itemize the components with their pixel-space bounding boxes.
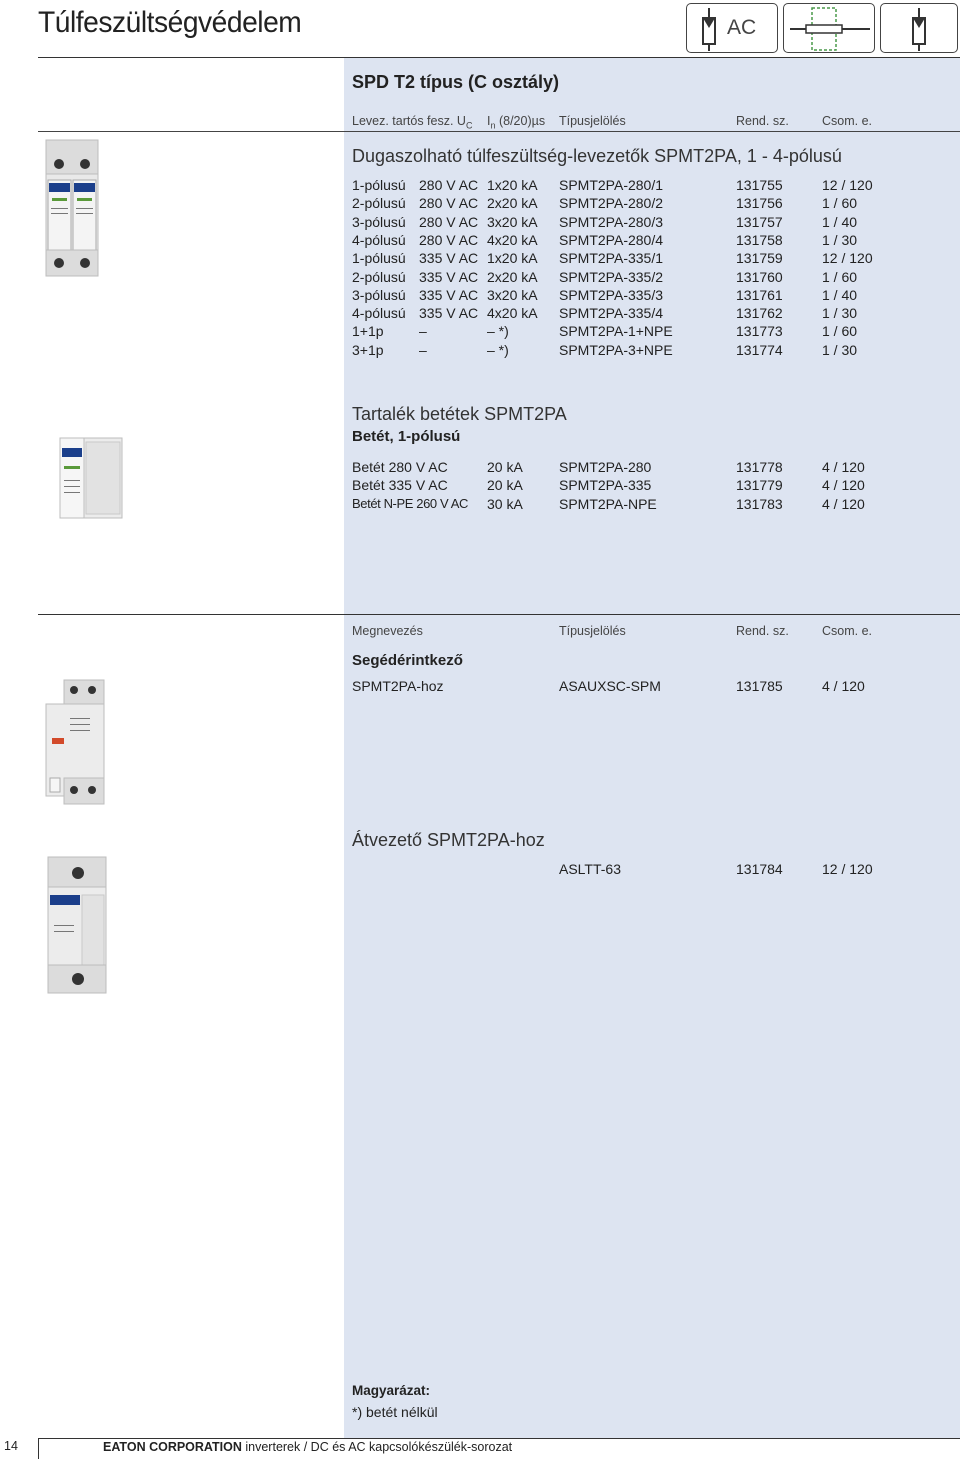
cartridge-product-image [56, 436, 126, 521]
voltage-cell: 280 V AC [419, 231, 479, 248]
type-cell: SPMT2PA-280 [559, 459, 652, 475]
pack-cell: 1 / 40 [822, 213, 858, 230]
type-cell: SPMT2PA-280/4 [559, 231, 664, 248]
type-cell: SPMT2PA-335/2 [559, 268, 664, 285]
page-number: 14 [4, 1439, 18, 1453]
current-cell: 30 kA [487, 495, 523, 512]
footer-description: inverterek / DC és AC kapcsolókészülék-sorozat [241, 1440, 513, 1454]
poles-cell: 3-pólusú [352, 213, 406, 230]
column-header-voltage: Levez. tartós fesz. $U_C$ [352, 114, 473, 131]
poles-cell: 1-pólusú [352, 250, 406, 267]
poles-cell: 2-pólusú [352, 195, 406, 212]
poles-cell: 3-pólusú [352, 286, 406, 303]
pack-cell: 1 / 60 [822, 195, 858, 212]
order-cell: 131773 [736, 323, 783, 340]
pack-cell: 12 / 120 [822, 177, 873, 193]
voltage-cell: 335 V AC [419, 305, 479, 322]
page-title: Túlfeszültségvédelem [38, 6, 302, 39]
current-cell: 4x20 kA [487, 305, 538, 322]
section-subtitle: Átvezető SPMT2PA-hoz [352, 830, 545, 850]
feedthrough-type: ASLTT-63 [559, 861, 621, 877]
column-header-current: $I_n$ (8/20)µs [487, 114, 546, 131]
order-cell: 131783 [736, 495, 783, 512]
voltage-cell: – [419, 323, 427, 340]
current-cell: – *) [487, 341, 509, 358]
type-cell: SPMT2PA-1+NPE [559, 323, 673, 340]
type-cell: SPMT2PA-335/1 [559, 250, 664, 267]
arrester-symbol-ac-box [686, 3, 778, 53]
column-header-type: Típusjelölés [559, 624, 626, 638]
poles-cell: 2-pólusú [352, 268, 406, 285]
column-header-name: Megnevezés [352, 624, 423, 638]
current-cell: – *) [487, 323, 509, 340]
voltage-cell: 335 V AC [419, 268, 479, 285]
section-subtitle: Tartalék betétek SPMT2PA [352, 404, 567, 424]
current-cell: 3x20 kA [487, 213, 538, 230]
pack-cell: 1 / 60 [822, 268, 858, 285]
section-divider [38, 614, 960, 615]
current-cell: 20 kA [487, 477, 523, 494]
section-bold-subtitle: Segédérintkező [352, 652, 463, 669]
spd-2pole-product-image [42, 138, 102, 278]
section-divider [38, 57, 960, 58]
aux-contact-pack: 4 / 120 [822, 678, 865, 694]
feedthrough-icon [784, 4, 876, 54]
cartridge-name-cell: Betét 280 V AC [352, 459, 448, 475]
pack-cell: 1 / 30 [822, 305, 858, 322]
type-cell: SPMT2PA-280/2 [559, 195, 664, 212]
column-header-order: Rend. sz. [736, 624, 789, 638]
current-cell: 20 kA [487, 459, 523, 475]
pack-cell: 4 / 120 [822, 495, 865, 512]
header-divider [38, 131, 960, 132]
arrester-symbol-box [880, 3, 958, 53]
cartridge-name-cell: Betét 335 V AC [352, 477, 448, 494]
current-cell: 2x20 kA [487, 195, 538, 212]
notes-title: Magyarázat: [352, 1383, 431, 1398]
pack-cell: 4 / 120 [822, 459, 865, 475]
poles-cell: 4-pólusú [352, 305, 406, 322]
aux-contact-name: SPMT2PA-hoz [352, 678, 444, 694]
order-cell: 131755 [736, 177, 783, 193]
poles-cell: 4-pólusú [352, 231, 406, 248]
pack-cell: 1 / 30 [822, 231, 858, 248]
order-cell: 131756 [736, 195, 783, 212]
voltage-cell: 280 V AC [419, 195, 479, 212]
order-cell: 131760 [736, 268, 783, 285]
order-cell: 131759 [736, 250, 783, 267]
poles-cell: 3+1p [352, 341, 384, 358]
current-cell: 1x20 kA [487, 177, 538, 193]
feedthrough-pack: 12 / 120 [822, 861, 873, 877]
footer-brand: EATON CORPORATION [103, 1440, 242, 1454]
type-cell: SPMT2PA-280/3 [559, 213, 664, 230]
aux-contact-order: 131785 [736, 678, 783, 694]
order-cell: 131774 [736, 341, 783, 358]
type-cell: SPMT2PA-NPE [559, 495, 657, 512]
pack-cell: 12 / 120 [822, 250, 873, 267]
feedthrough-product-image [42, 855, 112, 995]
order-cell: 131757 [736, 213, 783, 230]
column-header-type: Típusjelölés [559, 114, 626, 128]
voltage-cell: 335 V AC [419, 250, 479, 267]
footer-text [103, 1440, 512, 1454]
poles-cell: 1+1p [352, 323, 384, 340]
aux-contact-product-image [42, 678, 112, 808]
poles-cell: 1-pólusú [352, 177, 406, 193]
pack-cell: 1 / 60 [822, 323, 858, 340]
column-header-pack: Csom. e. [822, 624, 873, 638]
section-bold-subtitle: Betét, 1-pólusú [352, 428, 461, 445]
type-cell: SPMT2PA-335/4 [559, 305, 664, 322]
current-cell: 4x20 kA [487, 231, 538, 248]
footer-separator [38, 1438, 39, 1459]
order-cell: 131778 [736, 459, 783, 475]
notes-text: *) betét nélkül [352, 1404, 438, 1420]
current-cell: 3x20 kA [487, 286, 538, 303]
order-cell: 131779 [736, 477, 783, 494]
current-cell: 1x20 kA [487, 250, 538, 267]
pack-cell: 1 / 30 [822, 341, 858, 358]
cartridge-name-cell: Betét N-PE 260 V AC [352, 495, 468, 511]
pack-cell: 4 / 120 [822, 477, 865, 494]
voltage-cell: 280 V AC [419, 177, 479, 193]
pack-cell: 1 / 40 [822, 286, 858, 303]
footer-rule [38, 1438, 960, 1439]
order-cell: 131762 [736, 305, 783, 322]
feedthrough-symbol-box [783, 3, 875, 53]
order-cell: 131758 [736, 231, 783, 248]
order-cell: 131761 [736, 286, 783, 303]
feedthrough-order: 131784 [736, 861, 783, 877]
aux-contact-type: ASAUXSC-SPM [559, 678, 661, 694]
voltage-cell: 335 V AC [419, 286, 479, 303]
type-cell: SPMT2PA-3+NPE [559, 341, 673, 358]
type-cell: SPMT2PA-280/1 [559, 177, 664, 193]
current-cell: 2x20 kA [487, 268, 538, 285]
column-header-pack: Csom. e. [822, 114, 873, 128]
voltage-cell: 280 V AC [419, 213, 479, 230]
type-cell: SPMT2PA-335 [559, 477, 652, 494]
surge-arrester-icon [881, 4, 959, 54]
type-cell: SPMT2PA-335/3 [559, 286, 664, 303]
column-header-order: Rend. sz. [736, 114, 789, 128]
ac-label: AC [727, 16, 757, 39]
section-subtitle: Dugaszolható túlfeszültség-levezetők SPMT2PA, 1 - 4-pólusú [352, 146, 842, 166]
voltage-cell: – [419, 341, 427, 358]
section-title: SPD T2 típus (C osztály) [352, 72, 560, 92]
